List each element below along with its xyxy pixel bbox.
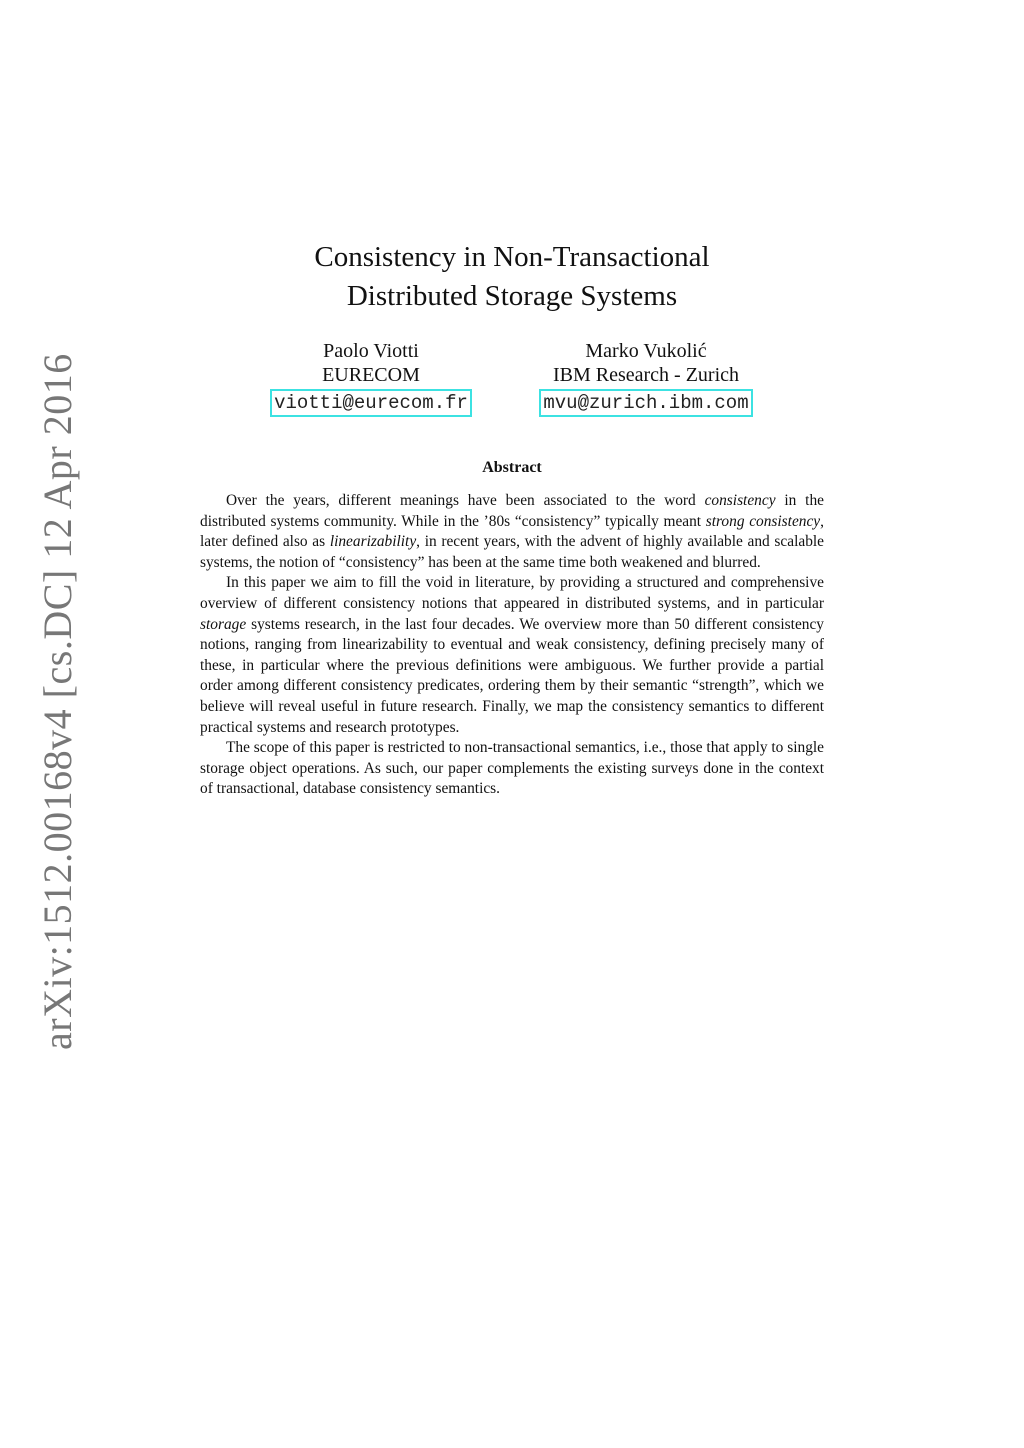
abstract-emphasis: strong consistency xyxy=(705,512,821,530)
abstract-paragraph-3: The scope of this paper is restricted to non-transactional semantics, i.e., those that apply to single storage object operations. As such, our paper complements the existing surveys done in the context of transactional, database consistency semantics. xyxy=(200,739,824,798)
abstract-text: Over the years, different meanings have been associated to the word xyxy=(226,492,705,509)
author-block-viotti xyxy=(262,339,480,417)
paper-title xyxy=(200,238,824,316)
abstract-emphasis: storage xyxy=(200,615,247,633)
title-line-1: Consistency in Non-Transactional xyxy=(314,241,710,273)
abstract-paragraph-2 xyxy=(200,573,824,738)
abstract-body xyxy=(200,491,824,800)
arxiv-identifier-stamp: arXiv:1512.00168v4 [cs.DC] 12 Apr 2016 xyxy=(35,353,80,1050)
abstract-paragraph-1 xyxy=(200,491,824,573)
abstract-heading: Abstract xyxy=(482,459,542,476)
author-name: Marko Vukolić xyxy=(585,340,707,362)
abstract-text: systems research, in the last four decades. We overview more than 50 different consistency notions, ranging from linearizability to eventual and weak consistency, defining precisely many of these, in particular where the previous definitions were ambiguous. We further provide a partial order among different consistency predicates, ordering them by their semantic “strength”, which we believe will reveal useful in future research. Finally, we map the consistency semantics to different practical systems and research prototypes. xyxy=(200,615,824,736)
abstract-text: in the distributed systems community. While in the ’80s “consistency” typically meant xyxy=(200,492,824,530)
author-name: Paolo Viotti xyxy=(323,340,419,362)
author-affiliation: IBM Research - Zurich xyxy=(552,364,740,386)
abstract-text: , in recent years, with the advent of highly available and scalable systems, the notion of “consistency” has been at the same time both weakened and blurred. xyxy=(200,533,824,571)
abstract-emphasis: linearizability xyxy=(329,533,417,551)
title-line-2: Distributed Storage Systems xyxy=(346,280,678,312)
abstract-emphasis: consistency xyxy=(704,492,776,509)
author-affiliation: EURECOM xyxy=(322,364,420,386)
author-email-link[interactable]: mvu@zurich.ibm.com xyxy=(539,389,752,417)
abstract-text: , later defined also as xyxy=(200,512,824,551)
author-block-vukolic xyxy=(531,339,761,417)
author-email-link[interactable]: viotti@eurecom.fr xyxy=(270,389,472,417)
abstract-text: In this paper we aim to fill the void in literature, by providing a structured and comprehensive overview of different consistency notions that appeared in distributed systems, and in particular xyxy=(200,574,824,612)
